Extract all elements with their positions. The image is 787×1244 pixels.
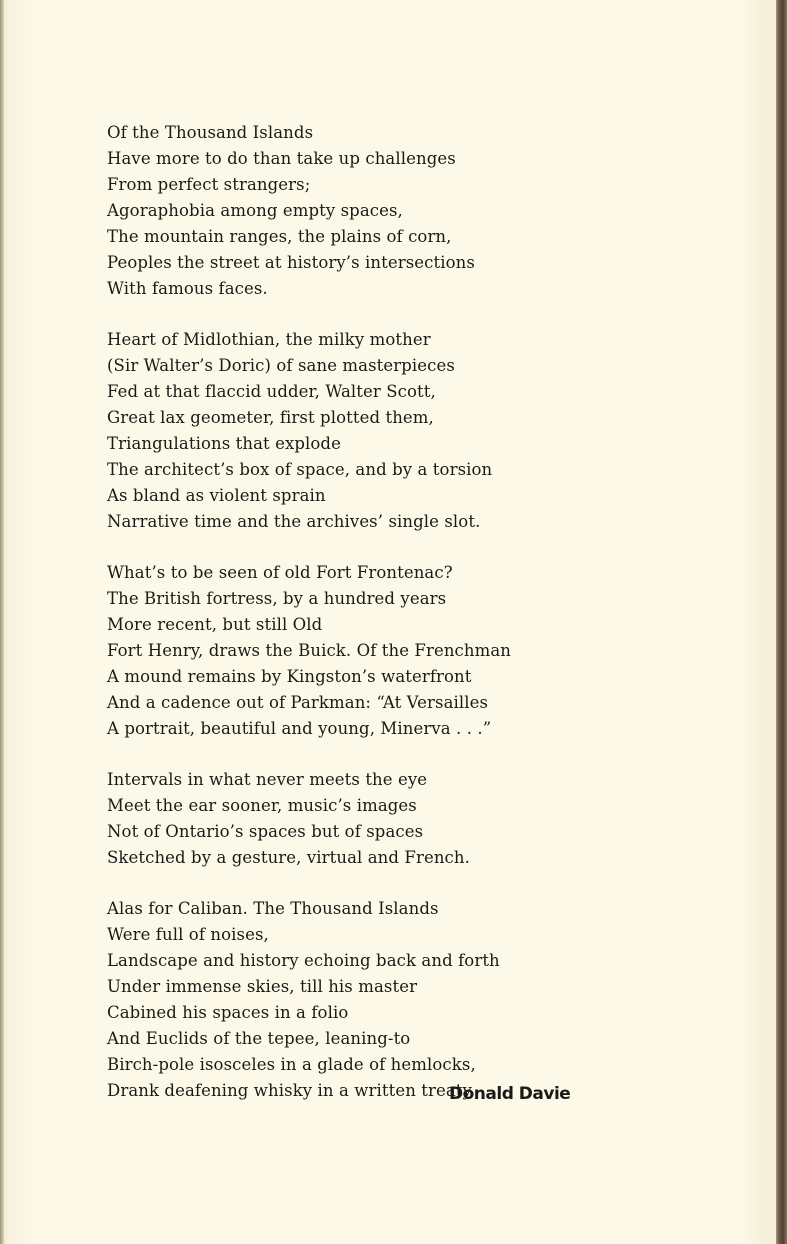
poem-line: Great lax geometer, first plotted them, (107, 408, 434, 427)
poem-line: Heart of Midlothian, the milky mother (107, 330, 431, 349)
poem-line: Cabined his spaces in a folio (107, 1003, 349, 1022)
poem-line: Sketched by a gesture, virtual and French. (107, 848, 470, 867)
stanza-1 (107, 120, 577, 302)
poem-line: Drank deafening whisky in a written treaty. (107, 1081, 476, 1100)
author-name: Donald Davie (449, 1084, 571, 1104)
poem-line: (Sir Walter’s Doric) of sane masterpieces (107, 356, 455, 375)
poem-line: Have more to do than take up challenges (107, 149, 456, 168)
poem-line: Under immense skies, till his master (107, 977, 418, 996)
poem-line: And a cadence out of Parkman: “At Versailles (107, 693, 489, 712)
poem-line: Birch-pole isosceles in a glade of hemlocks, (107, 1055, 476, 1074)
poem-line: From perfect strangers; (107, 175, 311, 194)
poem-line: A portrait, beautiful and young, Minerva . . .” (107, 719, 492, 738)
poem-line: More recent, but still Old (107, 615, 323, 634)
poem-line: Not of Ontario’s spaces but of spaces (107, 822, 424, 841)
stanza-5 (107, 896, 577, 1104)
poem-line: Meet the ear sooner, music’s images (107, 796, 417, 815)
poem-line: Peoples the street at history’s intersections (107, 253, 475, 272)
poem-line: Agoraphobia among empty spaces, (107, 201, 403, 220)
poem-line: Fort Henry, draws the Buick. Of the Frenchman (107, 641, 512, 660)
page-left-edge (0, 0, 4, 1244)
poem-line: The mountain ranges, the plains of corn, (107, 227, 452, 246)
stanza-4 (107, 767, 577, 871)
stanza-2 (107, 327, 577, 535)
poem-line: What’s to be seen of old Fort Frontenac? (107, 563, 453, 582)
poem-line: With famous faces. (107, 279, 268, 298)
poem-body (107, 120, 577, 1129)
poem-line: The British fortress, by a hundred years (107, 589, 447, 608)
poem-line: And Euclids of the tepee, leaning-to (107, 1029, 411, 1048)
poem-line: Were full of noises, (107, 925, 269, 944)
poem-line: Landscape and history echoing back and forth (107, 951, 500, 970)
poem-line: Triangulations that explode (107, 434, 341, 453)
poem-line: As bland as violent sprain (107, 486, 326, 505)
poem-line: A mound remains by Kingston’s waterfront (107, 667, 472, 686)
poem-line: The architect’s box of space, and by a torsion (107, 460, 493, 479)
poem-line: Fed at that flaccid udder, Walter Scott, (107, 382, 436, 401)
poem-line: Alas for Caliban. The Thousand Islands (107, 899, 439, 918)
book-spine-edge (776, 0, 787, 1244)
stanza-3 (107, 560, 577, 742)
poem-line: Of the Thousand Islands (107, 123, 314, 142)
poem-line: Narrative time and the archives’ single slot. (107, 512, 481, 531)
poem-line: Intervals in what never meets the eye (107, 770, 428, 789)
